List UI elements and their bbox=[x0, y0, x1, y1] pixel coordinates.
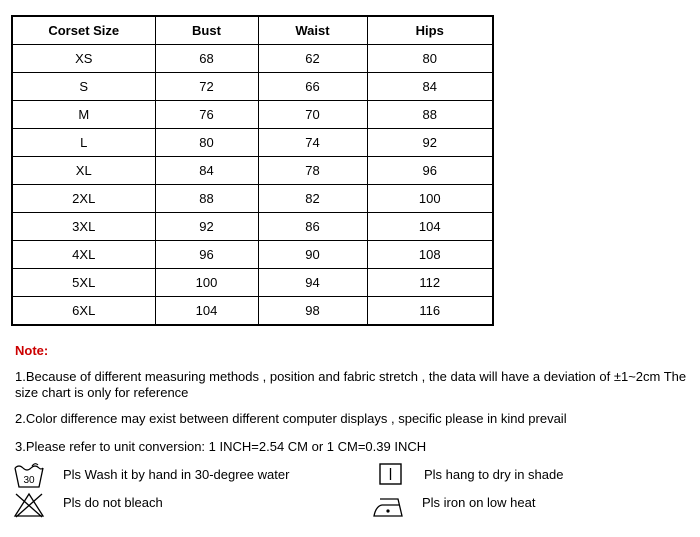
table-row bbox=[12, 269, 493, 297]
table-row bbox=[12, 129, 493, 157]
note-title: Note: bbox=[15, 343, 49, 358]
cell-waist: 62 bbox=[258, 45, 367, 73]
cell-size: L bbox=[12, 129, 155, 157]
cell-bust: 72 bbox=[155, 73, 258, 101]
cell-size: M bbox=[12, 101, 155, 129]
cell-waist: 98 bbox=[258, 297, 367, 326]
header-waist: Waist bbox=[258, 16, 367, 45]
care-dry-label: Pls hang to dry in shade bbox=[424, 467, 564, 482]
cell-waist: 78 bbox=[258, 157, 367, 185]
cell-size: 4XL bbox=[12, 241, 155, 269]
cell-bust: 92 bbox=[155, 213, 258, 241]
cell-bust: 96 bbox=[155, 241, 258, 269]
cell-size: 3XL bbox=[12, 213, 155, 241]
table-header-row bbox=[12, 16, 493, 45]
header-bust: Bust bbox=[155, 16, 258, 45]
cell-hips: 88 bbox=[367, 101, 493, 129]
hang-dry-shade-icon bbox=[378, 462, 404, 488]
size-chart-table bbox=[11, 15, 494, 326]
care-wash bbox=[12, 462, 332, 490]
cell-size: 2XL bbox=[12, 185, 155, 213]
table-row bbox=[12, 73, 493, 101]
do-not-bleach-icon bbox=[12, 490, 46, 518]
care-iron-label: Pls iron on low heat bbox=[422, 495, 536, 510]
care-bleach bbox=[12, 490, 232, 518]
cell-hips: 92 bbox=[367, 129, 493, 157]
table-row bbox=[12, 185, 493, 213]
cell-hips: 100 bbox=[367, 185, 493, 213]
cell-bust: 80 bbox=[155, 129, 258, 157]
cell-waist: 82 bbox=[258, 185, 367, 213]
cell-waist: 94 bbox=[258, 269, 367, 297]
cell-hips: 108 bbox=[367, 241, 493, 269]
table-row bbox=[12, 213, 493, 241]
cell-size: XL bbox=[12, 157, 155, 185]
cell-hips: 116 bbox=[367, 297, 493, 326]
cell-hips: 84 bbox=[367, 73, 493, 101]
care-iron bbox=[372, 490, 592, 518]
cell-waist: 66 bbox=[258, 73, 367, 101]
cell-waist: 74 bbox=[258, 129, 367, 157]
cell-size: XS bbox=[12, 45, 155, 73]
cell-size: S bbox=[12, 73, 155, 101]
cell-hips: 96 bbox=[367, 157, 493, 185]
care-wash-label: Pls Wash it by hand in 30-degree water bbox=[63, 467, 290, 482]
cell-size: 5XL bbox=[12, 269, 155, 297]
note-item-2: 2.Color difference may exist between different computer displays , specific please in kind prevail bbox=[15, 411, 567, 426]
cell-bust: 88 bbox=[155, 185, 258, 213]
care-bleach-label: Pls do not bleach bbox=[63, 495, 163, 510]
table-row bbox=[12, 45, 493, 73]
wash-temp-label: 30 bbox=[23, 475, 35, 486]
table-row bbox=[12, 241, 493, 269]
header-corset-size: Corset Size bbox=[12, 16, 155, 45]
header-hips: Hips bbox=[367, 16, 493, 45]
table-row bbox=[12, 297, 493, 326]
cell-bust: 76 bbox=[155, 101, 258, 129]
iron-low-heat-icon bbox=[372, 490, 408, 518]
cell-waist: 70 bbox=[258, 101, 367, 129]
cell-hips: 80 bbox=[367, 45, 493, 73]
cell-size: 6XL bbox=[12, 297, 155, 326]
cell-hips: 104 bbox=[367, 213, 493, 241]
hand-wash-30-icon bbox=[12, 462, 46, 490]
cell-bust: 104 bbox=[155, 297, 258, 326]
cell-bust: 84 bbox=[155, 157, 258, 185]
cell-waist: 86 bbox=[258, 213, 367, 241]
table-row bbox=[12, 101, 493, 129]
table-row bbox=[12, 157, 493, 185]
note-item-3: 3.Please refer to unit conversion: 1 INCH=2.54 CM or 1 CM=0.39 INCH bbox=[15, 439, 427, 454]
note-item-1: 1.Because of different measuring methods , position and fabric stretch , the data will have a deviation of ±1~2cm The size chart is only for reference bbox=[15, 369, 687, 400]
cell-bust: 100 bbox=[155, 269, 258, 297]
cell-hips: 112 bbox=[367, 269, 493, 297]
care-dry bbox=[378, 462, 598, 490]
cell-bust: 68 bbox=[155, 45, 258, 73]
cell-waist: 90 bbox=[258, 241, 367, 269]
